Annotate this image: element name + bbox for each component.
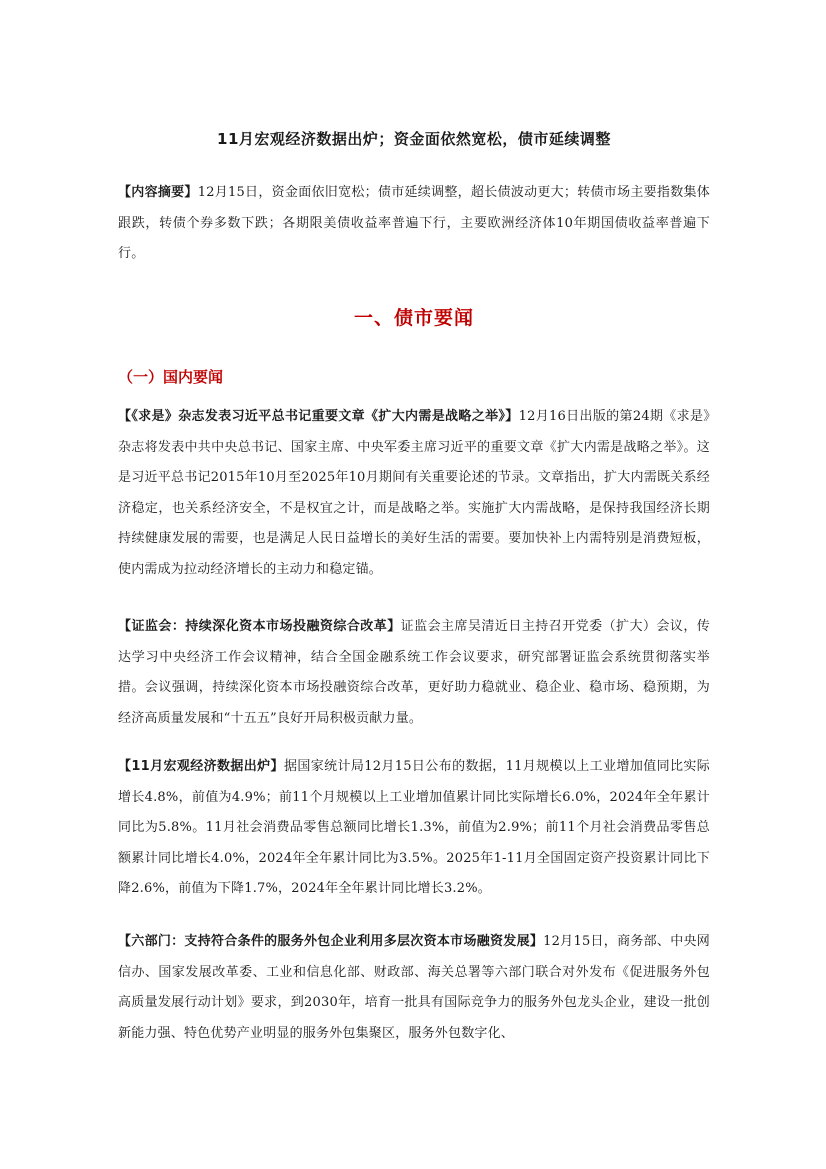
news-lead: 【11月宏观经济数据出炉】 bbox=[118, 759, 284, 774]
summary-lead: 【内容摘要】 bbox=[118, 185, 198, 200]
news-lead: 【《求是》杂志发表习近平总书记重要文章《扩大内需是战略之举》】 bbox=[118, 409, 519, 424]
news-text: 证监会主席吴清近日主持召开党委（扩大）会议，传达学习中央经济工作会议精神，结合全国金融系统工作会议要求，研究部署证监会系统贯彻落实举措。会议强调，持续深化资本市场投融资综合改革，更好助力稳就业、稳企业、稳市场、稳预期，为经济高质量发展和“十五五”良好开局积极贡献力量。 bbox=[118, 619, 710, 726]
news-lead: 【证监会：持续深化资本市场投融资综合改革】 bbox=[118, 619, 401, 634]
document-title: 11月宏观经济数据出炉；资金面依然宽松，债市延续调整 bbox=[217, 130, 611, 148]
news-text: 12月16日出版的第24期《求是》杂志将发表中共中央总书记、国家主席、中央军委主席习近平的重要文章《扩大内需是战略之举》。这是习近平总书记2015年10月至2025年10月期间有关重要论述的节录。文章指出，扩大内需既关系经济稳定，也关系经济安全，不是权宜之计，而是战略之举。实施扩大内需战略，是保持我国经济长期持续健康发展的需要，也是满足人民日益增长的美好生活的需要。要加快补上内需特别是消费短板，使内需成为拉动经济增长的主动力和稳定锚。 bbox=[118, 409, 711, 577]
news-item-csrc bbox=[118, 612, 710, 734]
news-text: 12月15日，商务部、中央网信办、国家发展改革委、工业和信息化部、财政部、海关总署等六部门联合对外发布《促进服务外包高质量发展行动计划》要求，到2030年，培育一批具有国际竞争力的服务外包龙头企业，建设一批创新能力强、特色优势产业明显的服务外包集聚区，服务外包数字化、 bbox=[118, 934, 710, 1041]
news-text: 据国家统计局12月15日公布的数据，11月规模以上工业增加值同比实际增长4.8%，前值为4.9%；前11个月规模以上工业增加值累计同比实际增长6.0%，2024年全年累计同比为5.8%。11月社会消费品零售总额同比增长1.3%，前值为2.9%；前11个月社会消费品零售总额累计同比增长4.0%，2024年全年累计同比为3.5%。2025年1-11月全国固定资产投资累计同比下降2.6%，前值为下降1.7%，2024年全年累计同比增长3.2%。 bbox=[118, 759, 710, 896]
summary-paragraph bbox=[118, 178, 710, 270]
news-item-six-departments bbox=[118, 927, 710, 1049]
summary-text: 12月15日，资金面依旧宽松；债市延续调整，超长债波动更大；转债市场主要指数集体跟跌，转债个券多数下跌；各期限美债收益率普遍下行，主要欧洲经济体10年期国债收益率普遍下行。 bbox=[118, 185, 710, 261]
news-lead: 【六部门：支持符合条件的服务外包企业利用多层次资本市场融资发展】 bbox=[118, 934, 544, 949]
subsection-heading-domestic: （一）国内要闻 bbox=[118, 368, 224, 386]
section-heading-bond-news: 一、债市要闻 bbox=[353, 307, 474, 329]
news-item-qiushi bbox=[118, 402, 710, 585]
news-item-macro-data bbox=[118, 752, 710, 905]
